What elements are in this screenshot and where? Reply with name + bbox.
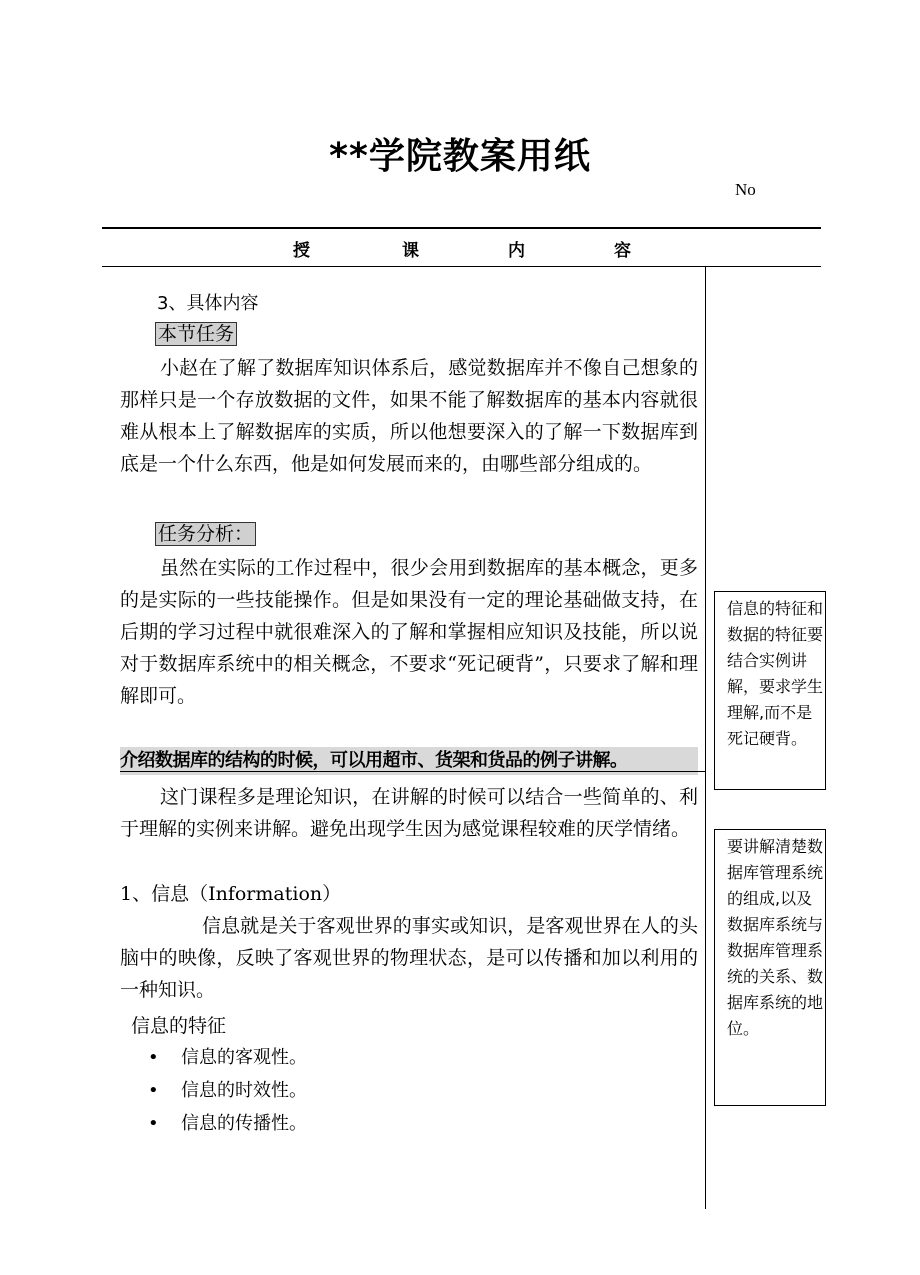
list-item: • 信息的客观性。 [148, 1042, 307, 1074]
analysis-paragraph: 虽然在实际的工作过程中，很少会用到数据库的基本概念，更多的是实际的一些技能操作。但是如果没有一定的理论基础做支持，在后期的学习过程中就很难深入的了解和掌握相应知识及技能，所以说对于数据库系统中的相关概念，不要求“死记硬背”，只要求了解和理解即可。 [120, 557, 698, 707]
page-title: **学院教案用纸 [329, 136, 591, 177]
course-paragraph: 这门课程多是理论知识，在讲解的时候可以结合一些简单的、利于理解的实例来讲解。避免出现学生因为感觉课程较难的厌学情绪。 [120, 786, 698, 840]
bullet-icon: • [148, 1080, 159, 1101]
column-divider [705, 267, 706, 1209]
header-top-rule [102, 227, 821, 229]
bullet-icon: • [148, 1047, 159, 1068]
header-char-2: 课 [402, 241, 419, 261]
header-char-3: 内 [508, 241, 525, 261]
analysis-label: 任务分析： [155, 522, 256, 546]
side-note-1: 信息的特征和数据的特征要结合实例讲解，要求学生理解,而不是死记硬背。 [714, 591, 826, 790]
info-heading: 1、信息（Information） [120, 883, 342, 905]
header-bottom-rule [102, 266, 821, 267]
bullet-icon: • [148, 1113, 159, 1134]
highlight-underline [120, 771, 706, 772]
section-heading: 3、具体内容 [157, 293, 259, 314]
highlight-note: 介绍数据库的结构的时候，可以用超市、货架和货品的例子讲解。 [120, 747, 698, 775]
header-char-4: 容 [614, 241, 631, 261]
features-heading: 信息的特征 [131, 1015, 227, 1037]
list-item: • 信息的传播性。 [148, 1108, 307, 1140]
side-note-2: 要讲解清楚数据库管理系统的组成,以及数据库系统与数据库管理系统的关系、数据库系统的地位。 [714, 829, 826, 1106]
task-paragraph: 小赵在了解了数据库知识体系后，感觉数据库并不像自己想象的那样只是一个存放数据的文件，如果不能了解数据库的基本内容就很难从根本上了解数据库的实质，所以他想要深入的了解一下数据库到底是一个什么东西，他是如何发展而来的，由哪些部分组成的。 [120, 357, 698, 475]
info-paragraph: 信息就是关于客观世界的事实或知识，是客观世界在人的头脑中的映像，反映了客观世界的物理状态，是可以传播和加以利用的一种知识。 [120, 915, 698, 1001]
header-char-1: 授 [293, 241, 310, 261]
list-item: • 信息的时效性。 [148, 1075, 307, 1107]
number-label: No [735, 180, 756, 199]
task-label: 本节任务 [155, 322, 237, 346]
